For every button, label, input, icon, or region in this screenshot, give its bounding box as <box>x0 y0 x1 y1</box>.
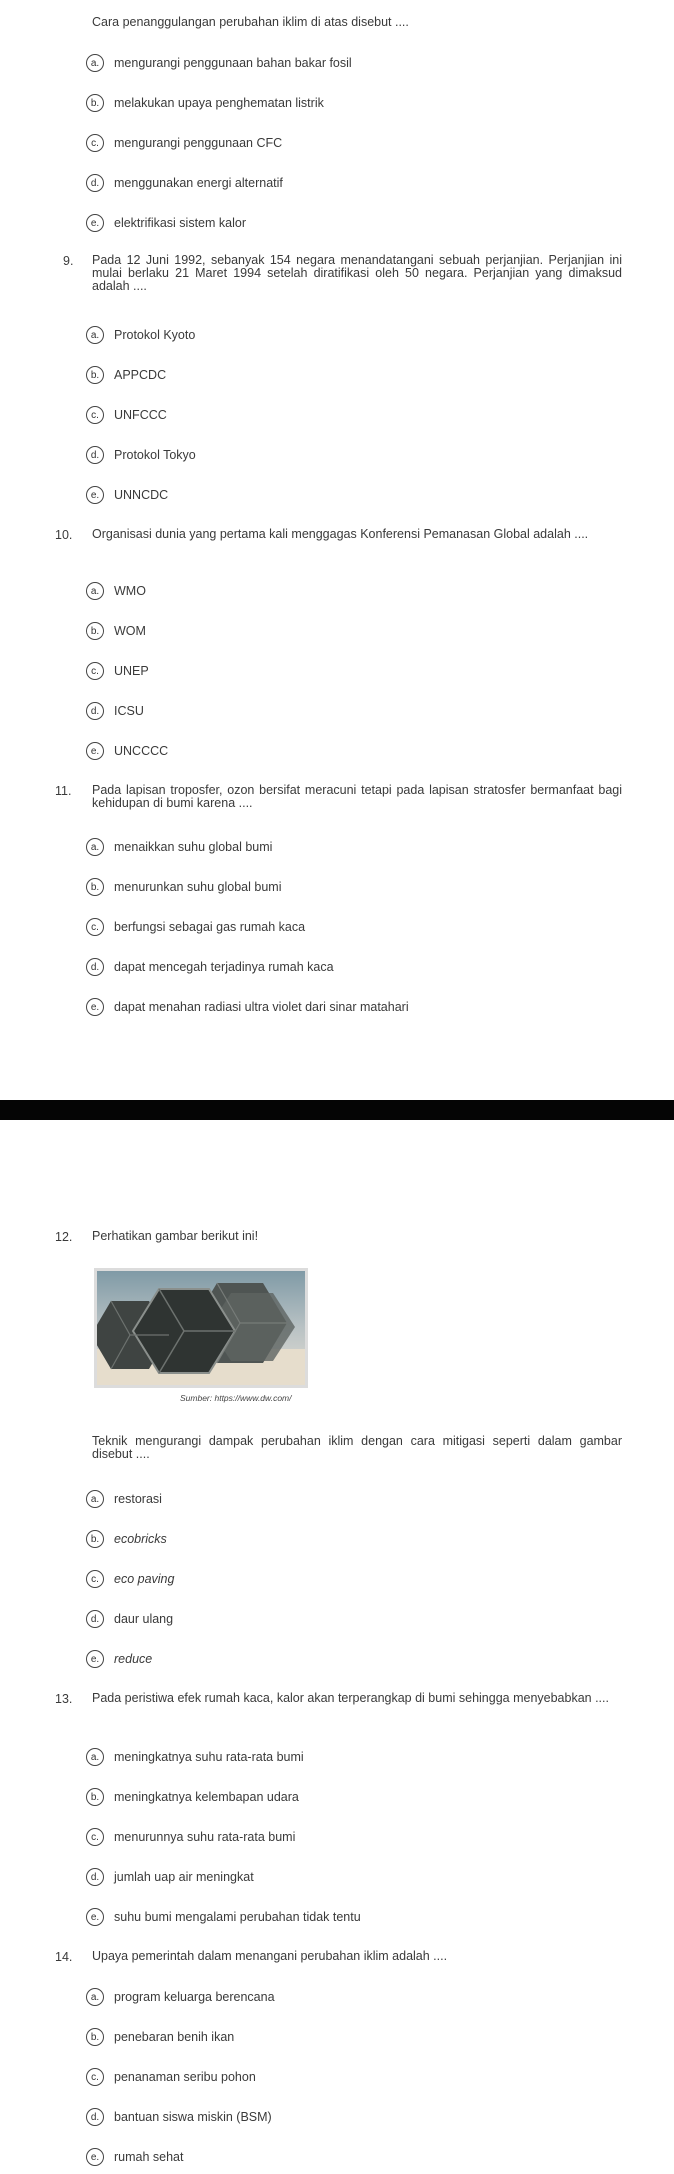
q8-option-d-letter: d. <box>86 174 104 192</box>
q14-option-a-text: program keluarga berencana <box>114 1990 275 2004</box>
q13-option-e[interactable] <box>86 1906 361 1928</box>
q10-option-c-text: UNEP <box>114 664 149 678</box>
q12-option-c-text: eco paving <box>114 1572 175 1586</box>
q13-option-c-text: menurunnya suhu rata-rata bumi <box>114 1830 296 1844</box>
q13-option-b-letter: b. <box>86 1788 104 1806</box>
q9-option-b-text: APPCDC <box>114 368 167 382</box>
q10-option-b-letter: b. <box>86 622 104 640</box>
q12-option-d-text: daur ulang <box>114 1612 174 1626</box>
q8-option-c[interactable] <box>86 132 282 154</box>
q11-option-b-letter: b. <box>86 878 104 896</box>
q11-option-e[interactable] <box>86 996 409 1018</box>
q8-option-a[interactable] <box>86 52 352 74</box>
q10-option-a-letter: a. <box>86 582 104 600</box>
q8-option-a-letter: a. <box>86 54 104 72</box>
q13-option-d-letter: d. <box>86 1868 104 1886</box>
q14-option-b-letter: b. <box>86 2028 104 2046</box>
q10-option-b-text: WOM <box>114 624 146 638</box>
q10-option-c-letter: c. <box>86 662 104 680</box>
q9-option-d-text: Protokol Tokyo <box>114 448 196 462</box>
q10-option-c[interactable] <box>86 660 149 682</box>
q8-stem: Cara penanggulangan perubahan iklim di atas disebut .... <box>92 15 409 29</box>
q10-option-d-letter: d. <box>86 702 104 720</box>
q13-option-e-text: suhu bumi mengalami perubahan tidak tentu <box>114 1910 361 1924</box>
q14-option-c-letter: c. <box>86 2068 104 2086</box>
q9-option-c[interactable] <box>86 404 167 426</box>
q13-option-c[interactable] <box>86 1826 295 1848</box>
q12-stem: Teknik mengurangi dampak perubahan iklim dengan cara mitigasi seperti dalam gambar disebut .... <box>92 1434 622 1461</box>
q12-option-a[interactable] <box>86 1488 162 1510</box>
q12-option-b[interactable] <box>86 1528 167 1550</box>
q12-option-e[interactable] <box>86 1648 152 1670</box>
q9-option-b-letter: b. <box>86 366 104 384</box>
q14-option-c-text: penanaman seribu pohon <box>114 2070 256 2084</box>
q13-stem: Pada peristiwa efek rumah kaca, kalor akan terperangkap di bumi sehingga menyebabkan .... <box>92 1691 609 1705</box>
q14-option-d-text: bantuan siswa miskin (BSM) <box>114 2110 272 2124</box>
q14-option-c[interactable] <box>86 2066 256 2088</box>
q14-option-a-letter: a. <box>86 1988 104 2006</box>
q10-option-a[interactable] <box>86 580 146 602</box>
q14-option-a[interactable] <box>86 1986 275 2008</box>
q8-option-e-text: elektrifikasi sistem kalor <box>114 216 246 230</box>
q12-option-b-text: ecobricks <box>114 1532 167 1546</box>
q12-option-e-letter: e. <box>86 1650 104 1668</box>
q9-option-e-text: UNNCDC <box>114 488 169 502</box>
q10-number: 10. <box>55 528 73 542</box>
q12-option-e-text: reduce <box>114 1652 153 1666</box>
q11-option-a-letter: a. <box>86 838 104 856</box>
q12-number: 12. <box>55 1230 73 1244</box>
q8-option-c-text: mengurangi penggunaan CFC <box>114 136 283 150</box>
q12-option-a-letter: a. <box>86 1490 104 1508</box>
q10-option-a-text: WMO <box>114 584 146 598</box>
q14-stem: Upaya pemerintah dalam menangani perubahan iklim adalah .... <box>92 1949 448 1963</box>
q8-option-c-letter: c. <box>86 134 104 152</box>
q11-stem: Pada lapisan troposfer, ozon bersifat meracuni tetapi pada lapisan stratosfer bermanfaat bagi kehidupan di bumi karena .... <box>92 783 622 810</box>
q14-option-d-letter: d. <box>86 2108 104 2126</box>
q11-option-c-text: berfungsi sebagai gas rumah kaca <box>114 920 306 934</box>
q10-option-e-text: UNCCCC <box>114 744 169 758</box>
q10-option-e-letter: e. <box>86 742 104 760</box>
q12-option-c-letter: c. <box>86 1570 104 1588</box>
q8-option-b-letter: b. <box>86 94 104 112</box>
q11-option-c-letter: c. <box>86 918 104 936</box>
q9-option-c-letter: c. <box>86 406 104 424</box>
q12-option-d[interactable] <box>86 1608 173 1630</box>
q10-option-b[interactable] <box>86 620 146 642</box>
q13-option-a[interactable] <box>86 1746 304 1768</box>
q13-option-d[interactable] <box>86 1866 254 1888</box>
q9-option-e[interactable] <box>86 484 168 506</box>
eco-paving-illustration <box>97 1271 305 1385</box>
figure-caption: Sumber: https://www.dw.com/ <box>180 1393 292 1403</box>
q14-number: 14. <box>55 1950 73 1964</box>
q8-option-d-text: menggunakan energi alternatif <box>114 176 283 190</box>
q13-option-c-letter: c. <box>86 1828 104 1846</box>
q14-option-e[interactable] <box>86 2146 183 2168</box>
q10-option-d-text: ICSU <box>114 704 144 718</box>
page-divider <box>0 1100 674 1120</box>
q13-option-d-text: jumlah uap air meningkat <box>114 1870 254 1884</box>
q8-option-e[interactable] <box>86 212 246 234</box>
q12-option-a-text: restorasi <box>114 1492 162 1506</box>
q9-option-c-text: UNFCCC <box>114 408 167 422</box>
q11-option-e-text: dapat menahan radiasi ultra violet dari sinar matahari <box>114 1000 409 1014</box>
q11-option-b-text: menurunkan suhu global bumi <box>114 880 282 894</box>
q11-option-a[interactable] <box>86 836 272 858</box>
q8-option-b-text: melakukan upaya penghematan listrik <box>114 96 324 110</box>
q9-option-d-letter: d. <box>86 446 104 464</box>
q13-option-b[interactable] <box>86 1786 299 1808</box>
q13-option-a-letter: a. <box>86 1748 104 1766</box>
q8-option-a-text: mengurangi penggunaan bahan bakar fosil <box>114 56 352 70</box>
eco-paving-photo <box>94 1268 308 1388</box>
q11-option-d-text: dapat mencegah terjadinya rumah kaca <box>114 960 334 974</box>
q10-option-d[interactable] <box>86 700 144 722</box>
q9-option-b[interactable] <box>86 364 166 386</box>
q9-option-a-text: Protokol Kyoto <box>114 328 196 342</box>
q14-option-e-text: rumah sehat <box>114 2150 184 2164</box>
q8-option-b[interactable] <box>86 92 324 114</box>
q14-option-d[interactable] <box>86 2106 272 2128</box>
q9-option-d[interactable] <box>86 444 196 466</box>
q12-option-c[interactable] <box>86 1568 174 1590</box>
q10-option-e[interactable] <box>86 740 168 762</box>
q14-option-b-text: penebaran benih ikan <box>114 2030 235 2044</box>
q13-number: 13. <box>55 1692 73 1706</box>
q11-option-e-letter: e. <box>86 998 104 1016</box>
q11-number: 11. <box>55 784 72 798</box>
q11-option-d[interactable] <box>86 956 334 978</box>
q12-intro: Perhatikan gambar berikut ini! <box>92 1229 259 1243</box>
q11-option-d-letter: d. <box>86 958 104 976</box>
q12-option-d-letter: d. <box>86 1610 104 1628</box>
q8-option-d[interactable] <box>86 172 283 194</box>
q9-option-e-letter: e. <box>86 486 104 504</box>
q14-option-b[interactable] <box>86 2026 234 2048</box>
q14-option-e-letter: e. <box>86 2148 104 2166</box>
q10-stem: Organisasi dunia yang pertama kali menggagas Konferensi Pemanasan Global adalah .... <box>92 527 589 541</box>
q9-number: 9. <box>63 254 74 268</box>
q9-stem: Pada 12 Juni 1992, sebanyak 154 negara menandatangani sebuah perjanjian. Perjanjian ini mulai berlaku 21 Maret 1994 setelah diratifikasi oleh 50 negara. Perjanjian yang dimaksud adalah .... <box>92 253 622 293</box>
q13-option-a-text: meningkatnya suhu rata-rata bumi <box>114 1750 304 1764</box>
q13-option-e-letter: e. <box>86 1908 104 1926</box>
q9-option-a[interactable] <box>86 324 195 346</box>
q11-option-a-text: menaikkan suhu global bumi <box>114 840 273 854</box>
q11-option-c[interactable] <box>86 916 305 938</box>
q8-option-e-letter: e. <box>86 214 104 232</box>
q11-option-b[interactable] <box>86 876 281 898</box>
q9-option-a-letter: a. <box>86 326 104 344</box>
q12-option-b-letter: b. <box>86 1530 104 1548</box>
q13-option-b-text: meningkatnya kelembapan udara <box>114 1790 299 1804</box>
